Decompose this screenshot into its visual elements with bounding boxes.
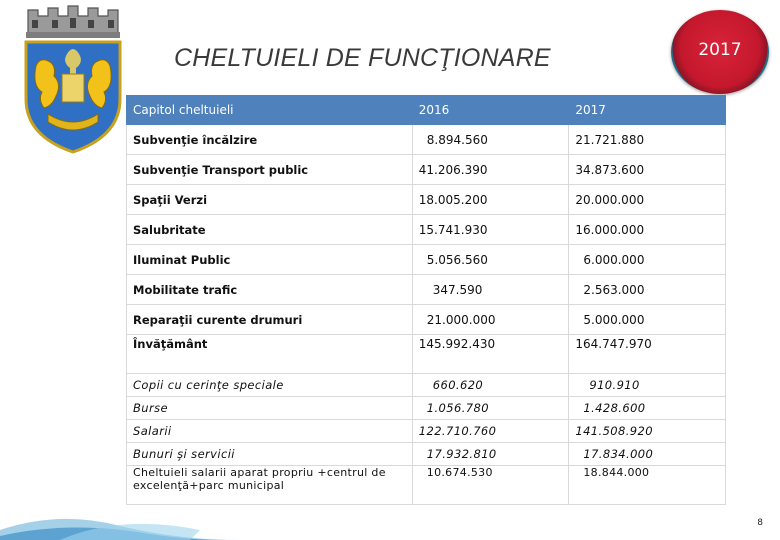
city-coat-of-arms-icon: [18, 4, 128, 154]
row-value-2016: 8.894.560: [412, 125, 569, 155]
header-category: Capitol cheltuieli: [127, 96, 413, 125]
table-row: [127, 443, 726, 466]
row-label: Cheltuieli salarii aparat propriu +centrul de excelenţă+parc municipal: [127, 466, 413, 505]
row-label: Spaţii Verzi: [127, 185, 413, 215]
row-label: Învăţământ: [127, 335, 413, 374]
row-value-2017: 164.747.970: [569, 335, 726, 374]
row-value-2017: 1.428.600: [569, 397, 726, 420]
row-label: Burse: [127, 397, 413, 420]
row-value-2016: 17.932.810: [412, 443, 569, 466]
table-row: [127, 397, 726, 420]
row-label: Subvenţie încălzire: [127, 125, 413, 155]
table-header-row: [127, 96, 726, 125]
row-value-2016: 145.992.430: [412, 335, 569, 374]
row-label: Salubritate: [127, 215, 413, 245]
row-value-2016: 15.741.930: [412, 215, 569, 245]
row-label: Mobilitate trafic: [127, 275, 413, 305]
table-row: [127, 125, 726, 155]
table-row: [127, 215, 726, 245]
row-value-2017: 16.000.000: [569, 215, 726, 245]
row-label: Subvenţie Transport public: [127, 155, 413, 185]
row-value-2016: 10.674.530: [412, 466, 569, 505]
row-value-2016: 5.056.560: [412, 245, 569, 275]
row-value-2017: 6.000.000: [569, 245, 726, 275]
table-row: [127, 155, 726, 185]
row-value-2016: 660.620: [412, 374, 569, 397]
row-value-2016: 21.000.000: [412, 305, 569, 335]
row-label: Bunuri şi servicii: [127, 443, 413, 466]
year-badge: [671, 10, 769, 94]
table-row: [127, 305, 726, 335]
page-number: 8: [757, 518, 763, 528]
expenses-table: [126, 95, 726, 505]
row-label: Iluminat Public: [127, 245, 413, 275]
row-value-2017: 141.508.920: [569, 420, 726, 443]
decorative-swoosh: [0, 480, 240, 540]
table-row: [127, 185, 726, 215]
row-value-2016: 41.206.390: [412, 155, 569, 185]
row-value-2017: 910.910: [569, 374, 726, 397]
header-2016: 2016: [412, 96, 569, 125]
row-value-2017: 18.844.000: [569, 466, 726, 505]
slide-title: CHELTUIELI DE FUNCŢIONARE: [174, 44, 551, 72]
row-label: Salarii: [127, 420, 413, 443]
header-2017: 2017: [569, 96, 726, 125]
row-label: Copii cu cerinţe speciale: [127, 374, 413, 397]
row-value-2017: 20.000.000: [569, 185, 726, 215]
row-label: Reparaţii curente drumuri: [127, 305, 413, 335]
year-badge-label: 2017: [698, 40, 742, 60]
table-row: [127, 374, 726, 397]
row-value-2017: 2.563.000: [569, 275, 726, 305]
row-value-2017: 34.873.600: [569, 155, 726, 185]
row-value-2016: 18.005.200: [412, 185, 569, 215]
row-value-2017: 5.000.000: [569, 305, 726, 335]
table-row: [127, 335, 726, 374]
table-row: [127, 245, 726, 275]
row-value-2017: 17.834.000: [569, 443, 726, 466]
row-value-2016: 1.056.780: [412, 397, 569, 420]
row-value-2016: 122.710.760: [412, 420, 569, 443]
row-value-2016: 347.590: [412, 275, 569, 305]
row-value-2017: 21.721.880: [569, 125, 726, 155]
table-row: [127, 275, 726, 305]
table-row: [127, 420, 726, 443]
